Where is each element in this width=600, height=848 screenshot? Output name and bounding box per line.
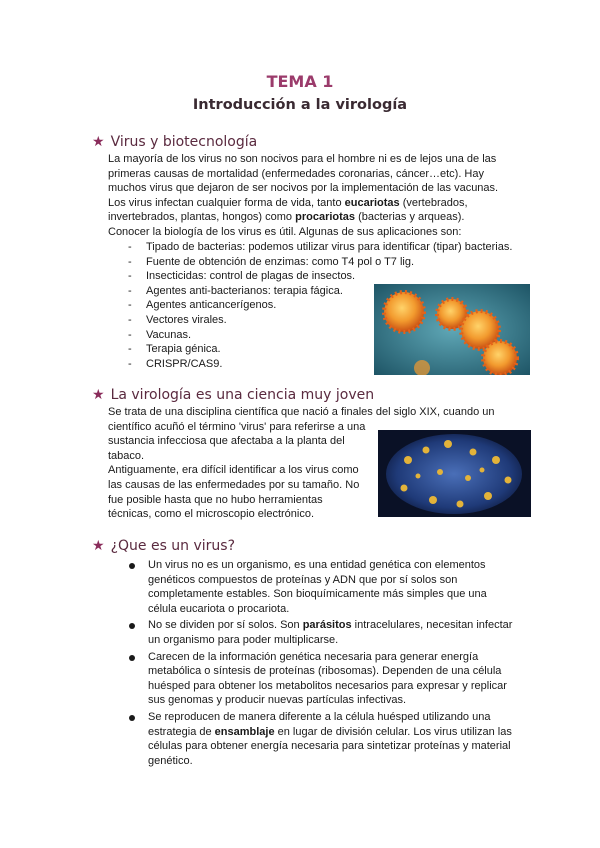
paragraph-line: Conocer la biología de los virus es útil. Algunas de sus aplicaciones son: xyxy=(108,225,462,238)
list-item: - Tipado de bacterias: podemos utilizar virus para identificar (tipar) bacterias. xyxy=(128,240,528,255)
infected-cell-image xyxy=(378,430,531,517)
list-item: - Terapia génica. xyxy=(128,342,528,357)
paragraph-line: muchos virus que dejaron de ser nocivos por la implementación de las vacunas. xyxy=(108,182,499,195)
paragraph-line: sustancia infecciosa que afectaba a la planta del xyxy=(108,435,345,448)
paragraph-line: invertebrados, plantas, hongos) como procariotas (bacterias y arqueas). xyxy=(108,211,465,224)
bold-term: eucariotas xyxy=(344,196,400,209)
star-icon: ★ xyxy=(92,538,105,554)
star-icon: ★ xyxy=(92,134,105,150)
virus-facts-list xyxy=(126,558,516,770)
paragraph-line: científico acuñó el término 'virus' para referirse a una xyxy=(108,420,366,433)
coronavirus-image xyxy=(374,284,530,375)
page-title: TEMA 1 xyxy=(266,72,334,91)
bold-term: parásitos xyxy=(302,619,352,632)
list-item: - Fuente de obtención de enzimas: como T4 pol o T7 lig. xyxy=(128,255,528,270)
paragraph-line: las causas de las enfermedades por su tamaño. No xyxy=(108,478,360,491)
list-item: Se reproducen de manera diferente a la célula huésped utilizando una estrategia de ensamblaje en lugar de división celular. Los virus utilizan las células para obtener energía necesaria para sintetizar proteínas y material genético. xyxy=(126,710,516,768)
paragraph-line: Los virus infectan cualquier forma de vida, tanto eucariotas (vertebrados, xyxy=(108,196,468,209)
list-item: - Vectores virales. xyxy=(128,313,528,328)
list-item: No se dividen por sí solos. Son parásitos intracelulares, necesitan infectar un organismo para poder multiplicarse. xyxy=(126,618,516,647)
paragraph-line: tabaco. xyxy=(108,449,145,462)
list-item: - Insecticidas: control de plagas de insectos. xyxy=(128,269,528,284)
list-item: - CRISPR/CAS9. xyxy=(128,357,528,372)
section-1-paragraph xyxy=(108,152,518,240)
bold-term: procariotas xyxy=(295,211,356,224)
heading-text: ¿Que es un virus? xyxy=(110,538,236,554)
section-heading-virus-biotecnologia xyxy=(92,134,257,150)
list-item: Un virus no es un organismo, es una entidad genética con elementos genéticos compuestos de proteínas y ADN que por sí solos son completamente estables. Son bioquímicamente más simples que una célula eucariota o procariota. xyxy=(126,558,516,616)
paragraph-line: fue posible hasta que no hubo herramientas xyxy=(108,493,323,506)
section-heading-virologia-joven xyxy=(92,387,374,403)
list-item: - Agentes anti-bacterianos: terapia fágica. xyxy=(128,284,528,299)
star-icon: ★ xyxy=(92,387,105,403)
heading-text: La virología es una ciencia muy joven xyxy=(110,387,375,403)
paragraph-line: Antiguamente, era difícil identificar a los virus como xyxy=(108,464,359,477)
list-item: Carecen de la información genética necesaria para generar energía metabólica o síntesis de proteínas (ribosomas). Dependen de una célula huésped para obtener los metabolitos necesarios para expresar y replicar sus genomas y producir nuevas partículas infectivas. xyxy=(126,650,516,708)
section-heading-que-es-virus xyxy=(92,538,235,554)
list-item: - Vacunas. xyxy=(128,328,528,343)
paragraph-line: primeras causas de mortalidad (enfermedades coronarias, cáncer…etc). Hay xyxy=(108,167,484,180)
list-item: - Agentes anticancerígenos. xyxy=(128,298,528,313)
paragraph-line: Se trata de una disciplina científica que nació a finales del siglo XIX, cuando un xyxy=(108,406,495,418)
bold-term: ensamblaje xyxy=(214,725,275,738)
paragraph-line: La mayoría de los virus no son nocivos para el hombre ni es de lejos una de las xyxy=(108,153,497,165)
page-subtitle: Introducción a la virología xyxy=(192,97,408,113)
paragraph-line: técnicas, como el microscopio electrónico. xyxy=(108,508,315,521)
heading-text: Virus y biotecnología xyxy=(110,134,258,150)
